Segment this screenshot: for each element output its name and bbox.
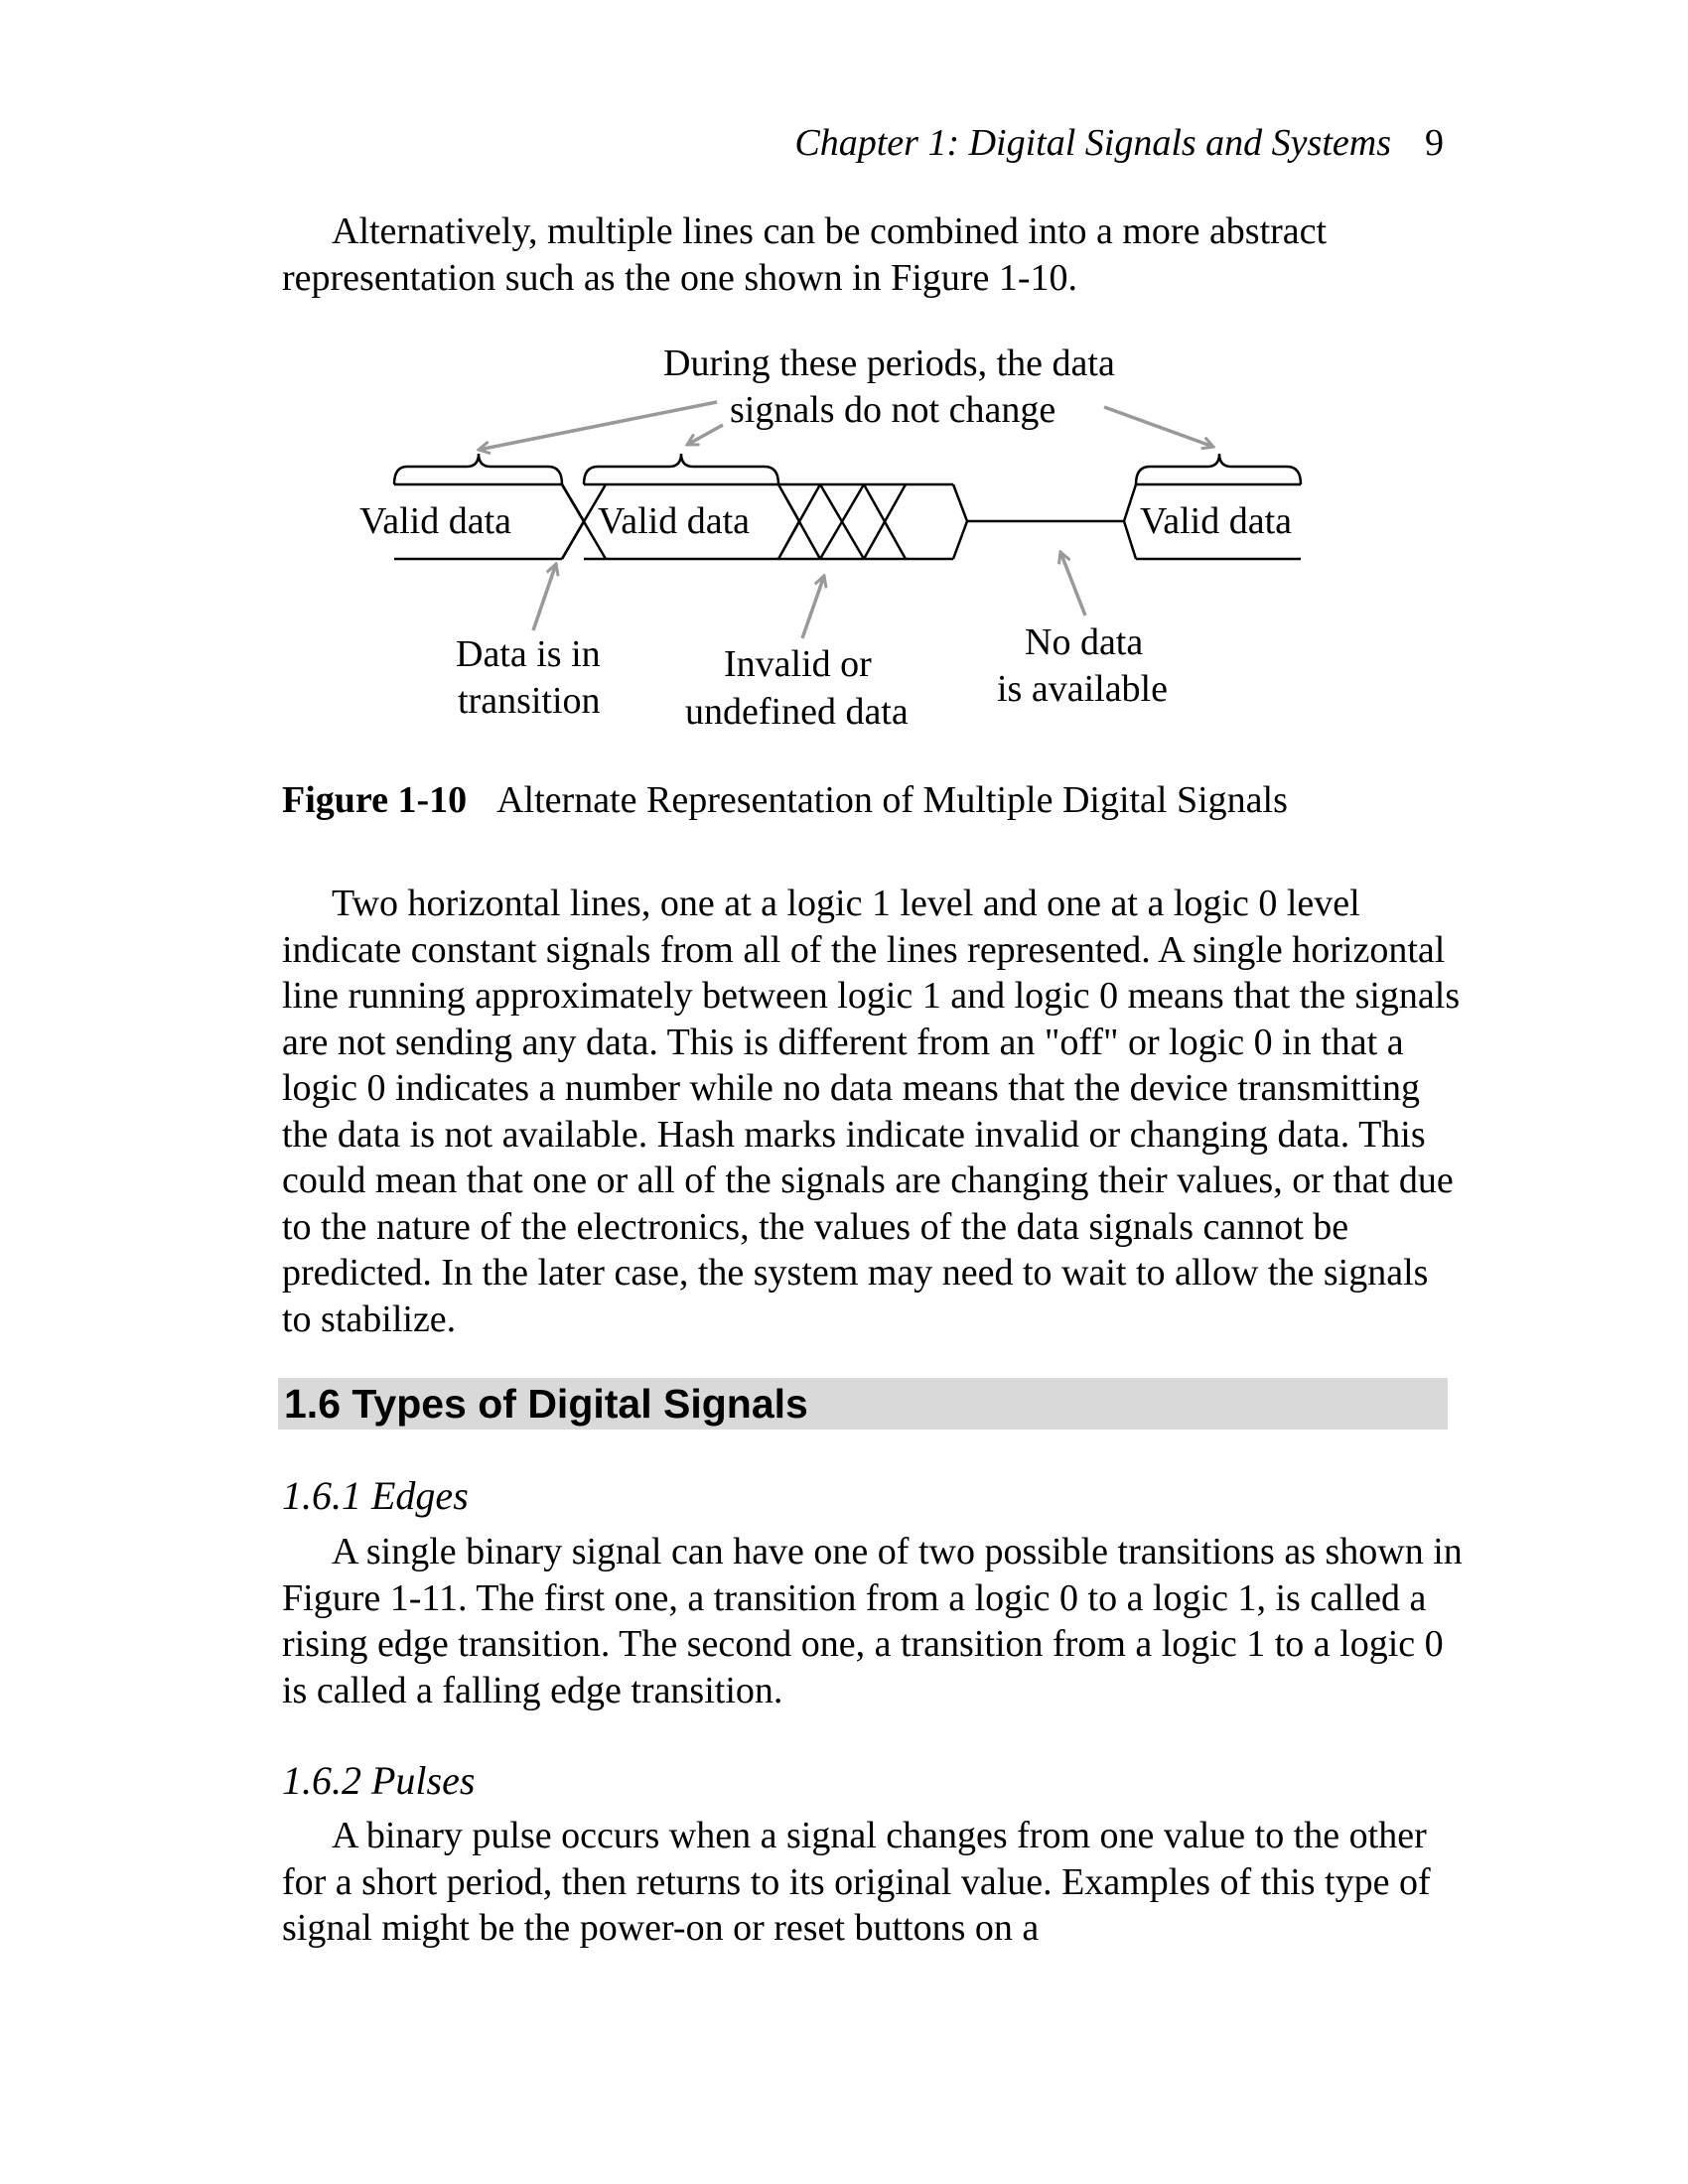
page-number: 9 [1425,122,1444,164]
body-paragraph-signals: Two horizontal lines, one at a logic 1 level and one at a logic 0 level indicate constant signals from all of the lines represented. A single horizontal line running approximately between logic 1 and logic 0 means that the signals are not sending any data. This is different from an "off" or logic 0 in that a logic 0 indicates a number while no data means that the device transmitting the data is not available. Hash marks indicate invalid or changing data. This could mean that one or all of the signals are changing their values, or that due to the nature of the electronics, the values of the data signals cannot be predicted. In the later case, the system may need to wait to allow the signals to stabilize. [282,883,1461,1340]
arrow-to-no-data [1060,552,1085,615]
figure-1-10 [0,0,1688,754]
brace-middle [584,454,778,484]
transition-label-line1: Data is in [456,633,601,675]
subsection-heading-edges: 1.6.1 Edges [282,1473,469,1518]
top-note-line2: signals do not change [730,389,1056,431]
hash-region [778,484,906,559]
invalid-label-line2: undefined data [685,691,909,733]
arrow-to-hash [802,576,824,638]
brace-left [394,454,562,484]
transition-cross-1 [562,484,584,559]
arrow-to-brace-left [479,402,717,450]
top-note-line1: During these periods, the data [663,342,1115,384]
intro-paragraph: Alternatively, multiple lines can be combined into a more abstract representation such as the one shown in Figure 1-10. [282,210,1328,299]
figure-caption [282,778,1288,822]
chapter-title: Chapter 1: Digital Signals and Systems [794,122,1391,164]
brace-right [1136,454,1301,484]
body-paragraph-edges: A single binary signal can have one of two possible transitions as shown in Figure 1-11. The first one, a transition from a logic 0 to a logic 1, is called a rising edge transition. The second one, a transition from a logic 1 to a logic 0 is called a falling edge transition. [282,1531,1463,1711]
arrow-to-brace-middle [687,425,723,445]
bus-open [1124,484,1136,559]
subsection-heading-pulses: 1.6.2 Pulses [282,1758,476,1803]
nodata-label-line2: is available [997,668,1168,710]
valid-data-label-2: Valid data [598,500,751,542]
bus-close [953,484,967,559]
nodata-label-line1: No data [1025,621,1144,663]
section-heading: 1.6 Types of Digital Signals [278,1378,1448,1430]
valid-data-label-1: Valid data [359,500,512,542]
caption-number: Figure 1-10 [282,779,468,821]
arrow-to-brace-right [1104,407,1213,447]
braces [394,454,1301,484]
transition-label-line2: transition [458,680,601,722]
body-paragraph-pulses: A binary pulse occurs when a signal changes from one value to the other for a short period, then returns to its original value. Examples of this type of signal might be the power-on or reset buttons on a [282,1815,1431,1949]
caption-text: Alternate Representation of Multiple Digital Signals [496,779,1288,821]
invalid-label-line1: Invalid or [724,643,872,685]
valid-data-label-3: Valid data [1140,500,1293,542]
arrow-to-transition [533,564,556,630]
